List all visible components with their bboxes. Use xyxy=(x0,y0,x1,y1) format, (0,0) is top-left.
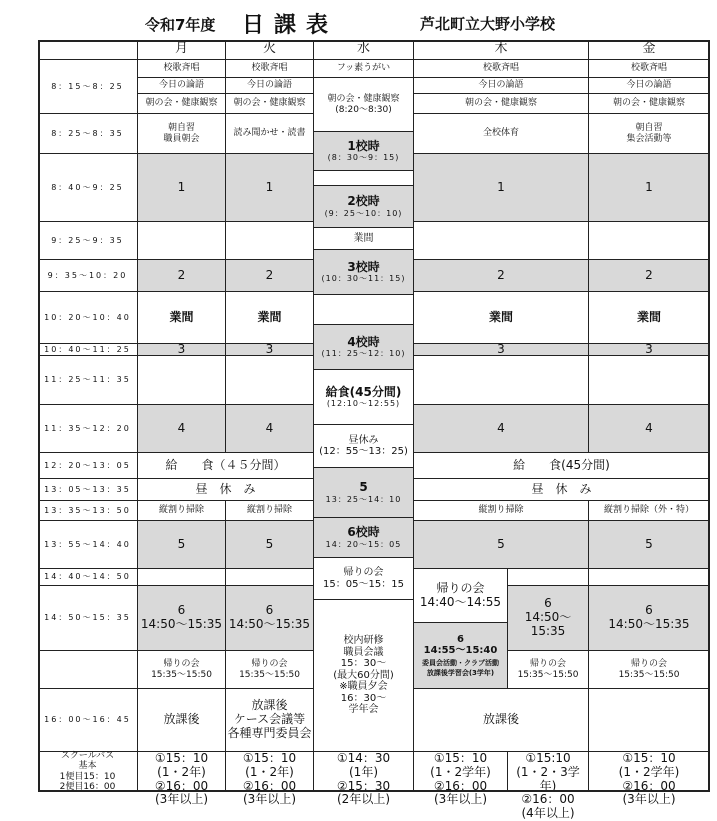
thu-a-p6-title: 6 14:55～15:40 xyxy=(423,633,498,657)
cell-tue-morning: 読み聞かせ・読書 xyxy=(226,114,314,154)
cell-mon-break: 業間 xyxy=(138,292,226,344)
cell-lunch-thu-fri: 給 食(45分間) xyxy=(414,453,710,479)
cell-fri-p1: 1 xyxy=(589,154,710,222)
cell-fri-gap xyxy=(589,569,710,586)
cell-wed-p1-time: (8：30～9：15) xyxy=(327,153,400,163)
cell-wed-p2-title: 2校時 xyxy=(347,194,380,208)
bus-time: ②16：00 (4年以上) xyxy=(521,792,575,821)
school-name: 芦北町立大野小学校 xyxy=(420,15,556,33)
cell-fri-bus xyxy=(589,751,710,807)
cell-mon-p4: 4 xyxy=(138,405,226,453)
cell-mon-dismiss: 帰りの会 15:35～15:50 xyxy=(138,651,226,689)
cell-tue-p6: 6 14:50～15:35 xyxy=(226,586,314,651)
cell-thu-b-dismiss: 帰りの会 15:35～15:50 xyxy=(508,651,589,689)
cell-tue-words: 今日の論語 xyxy=(226,78,314,94)
time-slot: 13：35～13：50 xyxy=(38,501,138,521)
cell-thu-a-bus xyxy=(414,751,508,807)
bus-time: ①15:10 (1・2・3学年) xyxy=(516,751,580,793)
cell-thu-gap xyxy=(414,356,589,405)
time-slot: 13：55～14：40 xyxy=(38,521,138,569)
cell-fri-cleaning: 縦割り掃除（外・特） xyxy=(589,501,710,521)
cell-thu-p5: 5 xyxy=(414,521,589,569)
cell-fri-gap xyxy=(589,356,710,405)
cell-wed-p6 xyxy=(314,518,414,558)
cell-tue-gap xyxy=(226,356,314,405)
cell-thu-song: 校歌斉唱 xyxy=(414,60,589,78)
cell-tue-song: 校歌斉唱 xyxy=(226,60,314,78)
time-slot: 11：25～11：35 xyxy=(38,356,138,405)
cell-wed-dismiss-title: 帰りの会 15：05～15：15 xyxy=(323,567,404,590)
cell-thu-cleaning: 縦割り掃除 xyxy=(414,501,589,521)
time-slot: 10：20～10：40 xyxy=(38,292,138,344)
cell-fri-break: 業間 xyxy=(589,292,710,344)
time-slot: 10：40～11：25 xyxy=(38,344,138,356)
time-slot: 8：15～8：25 xyxy=(38,60,138,114)
cell-thu-p2: 2 xyxy=(414,260,589,292)
cell-fri-dismiss: 帰りの会 15:35～15:50 xyxy=(589,651,710,689)
cell-wed-lunch xyxy=(314,370,414,425)
cell-mon-bus xyxy=(138,751,226,807)
bus-time: ②16：00 (3年以上) xyxy=(433,778,488,807)
cell-thu-morning: 全校体育 xyxy=(414,114,589,154)
cell-fri-p5: 5 xyxy=(589,521,710,569)
cell-fri-song: 校歌斉唱 xyxy=(589,60,710,78)
cell-tue-cleaning: 縦割り掃除 xyxy=(226,501,314,521)
cell-tue-p5: 5 xyxy=(226,521,314,569)
cell-wed-p2 xyxy=(314,186,414,228)
cell-thu-p1: 1 xyxy=(414,154,589,222)
cell-thu-a-p6 xyxy=(414,623,508,689)
cell-tue-p4: 4 xyxy=(226,405,314,453)
cell-thu-words: 今日の論語 xyxy=(414,78,589,94)
cell-tue-bus xyxy=(226,751,314,807)
cell-thu-assembly: 朝の会・健康観察 xyxy=(414,94,589,114)
cell-wed-song: フッ素うがい xyxy=(314,60,414,78)
time-slot: 13：05～13：35 xyxy=(38,479,138,501)
cell-mon-p6: 6 14:50～15:35 xyxy=(138,586,226,651)
cell-wed-break-title: 業間 xyxy=(353,232,374,244)
cell-fri-p3: 3 xyxy=(589,344,710,356)
cell-mon-song: 校歌斉唱 xyxy=(138,60,226,78)
cell-thu-gap xyxy=(414,222,589,260)
cell-mon-morning: 朝自習 職員朝会 xyxy=(138,114,226,154)
cell-tue-dismiss: 帰りの会 15:35～15:50 xyxy=(226,651,314,689)
cell-fri-after xyxy=(589,689,710,752)
cell-wed-p4 xyxy=(314,325,414,370)
cell-tue-p2: 2 xyxy=(226,260,314,292)
bus-time: ①15：10 (1・2学年) xyxy=(618,751,680,779)
cell-fri-morning: 朝自習 集会活動等 xyxy=(589,114,710,154)
cell-wed-p6-title: 6校時 xyxy=(347,525,380,539)
cell-mon-after: 放課後 xyxy=(138,689,226,752)
cell-tue-p3: 3 xyxy=(226,344,314,356)
header-thu: 木 xyxy=(414,40,589,60)
cell-mon-p1: 1 xyxy=(138,154,226,222)
cell-tue-gap xyxy=(226,569,314,586)
cell-thu-a-dismiss: 帰りの会 14:40～14:55 xyxy=(414,569,508,623)
bus-time: ②16：00 (3年以上) xyxy=(154,778,209,807)
cell-tue-assembly: 朝の会・健康観察 xyxy=(226,94,314,114)
cell-mon-p2: 2 xyxy=(138,260,226,292)
corner-cell xyxy=(38,40,138,60)
bus-time: ①15：10 (1・2年) xyxy=(242,751,297,779)
cell-recess-mon-tue: 昼 休 み xyxy=(138,479,314,501)
header-mon: 月 xyxy=(138,40,226,60)
cell-thu-after: 放課後 xyxy=(414,689,589,752)
year-label: 令和7年度 xyxy=(145,16,216,34)
bus-label: スクールバス 基本 1便目15：10 2便目16：00 xyxy=(38,752,138,792)
cell-mon-assembly: 朝の会・健康観察 xyxy=(138,94,226,114)
thu-a-club: 委員会活動・クラブ活動 xyxy=(422,658,499,667)
cell-wed-break xyxy=(314,228,414,250)
cell-fri-p4: 4 xyxy=(589,405,710,453)
cell-wed-bus xyxy=(314,751,414,807)
cell-wed-gap xyxy=(314,171,414,186)
cell-mon-cleaning: 縦割り掃除 xyxy=(138,501,226,521)
bus-time: ①15：10 (1・2学年) xyxy=(430,751,491,779)
time-slot: 16：00～16：45 xyxy=(38,689,138,752)
time-slot: 14：50～15：35 xyxy=(38,586,138,651)
time-slot: 9：35～10：20 xyxy=(38,260,138,292)
time-slot: 9：25～9：35 xyxy=(38,222,138,260)
cell-wed-p5-title: 5 xyxy=(359,480,368,494)
cell-thu-b-p6: 6 14:50～15:35 xyxy=(508,586,589,651)
cell-thu-p4: 4 xyxy=(414,405,589,453)
cell-wed-training-title: 校内研修 職員会議 15：30～ (最大60分間) ※職員夕会 16：30～ 学年会 xyxy=(333,635,394,716)
cell-wed-p5-time: 13：25～14：10 xyxy=(325,494,402,504)
cell-wed-training xyxy=(314,600,414,752)
cell-wed-p5 xyxy=(314,468,414,518)
cell-tue-after: 放課後 ケース会議等 各種専門委員会 xyxy=(226,689,314,752)
cell-thu-b-gap xyxy=(508,569,589,586)
bus-time: ②15：30 (2年以上) xyxy=(336,778,391,807)
time-slot: 8：25～8：35 xyxy=(38,114,138,154)
header-fri: 金 xyxy=(589,40,710,60)
cell-mon-words: 今日の論語 xyxy=(138,78,226,94)
bus-time: ②16：00 (3年以上) xyxy=(622,778,676,807)
cell-fri-p6: 6 14:50～15:35 xyxy=(589,586,710,651)
cell-thu-p3: 3 xyxy=(414,344,589,356)
cell-wed-p6-time: 14：20～15：05 xyxy=(325,539,402,549)
cell-wed-assembly: 朝の会・健康観察 (8:20～8:30) xyxy=(314,78,414,132)
cell-wed-p3 xyxy=(314,250,414,295)
cell-fri-assembly: 朝の会・健康観察 xyxy=(589,94,710,114)
cell-wed-lunch-time: (12:10～12:55) xyxy=(326,399,401,409)
cell-recess-thu-fri: 昼 休 み xyxy=(414,479,710,501)
cell-wed-gap xyxy=(314,295,414,325)
cell-wed-p4-time: (11：25～12：10) xyxy=(321,349,406,359)
cell-wed-recess-title: 昼休み (12：55～13：25) xyxy=(319,434,408,457)
cell-fri-words: 今日の論語 xyxy=(589,78,710,94)
time-slot: 14：40～14：50 xyxy=(38,569,138,586)
cell-fri-gap xyxy=(589,222,710,260)
cell-thu-break: 業間 xyxy=(414,292,589,344)
time-slot: 12：20～13：05 xyxy=(38,453,138,479)
timetable xyxy=(38,40,710,821)
cell-mon-p5: 5 xyxy=(138,521,226,569)
cell-lunch-mon-tue: 給 食（４５分間） xyxy=(138,453,314,479)
header-wed: 水 xyxy=(314,40,414,60)
cell-wed-p3-title: 3校時 xyxy=(347,259,380,274)
cell-tue-p1: 1 xyxy=(226,154,314,222)
bus-time: ②16：00 (3年以上) xyxy=(242,778,297,807)
cell-mon-gap xyxy=(138,356,226,405)
bus-time: ①14：30 (1年) xyxy=(336,751,391,779)
cell-tue-gap xyxy=(226,222,314,260)
cell-wed-p1 xyxy=(314,132,414,171)
page-title: 日課表 xyxy=(242,13,339,38)
time-slot: 8：40～9：25 xyxy=(38,154,138,222)
cell-wed-p4-title: 4校時 xyxy=(347,334,380,349)
header-tue: 火 xyxy=(226,40,314,60)
cell-wed-p2-time: (9：25～10：10) xyxy=(324,208,403,218)
time-slot: 11：35～12：20 xyxy=(38,405,138,453)
cell-wed-p3-time: (10：30～11：15) xyxy=(321,274,406,284)
cell-wed-recess xyxy=(314,425,414,468)
time-slot xyxy=(38,651,138,689)
cell-fri-p2: 2 xyxy=(589,260,710,292)
cell-mon-gap xyxy=(138,569,226,586)
cell-tue-break: 業間 xyxy=(226,292,314,344)
cell-mon-p3: 3 xyxy=(138,344,226,356)
bus-time: ①15：10 (1・2年) xyxy=(154,751,209,779)
cell-wed-lunch-title: 給食(45分間) xyxy=(325,384,402,399)
cell-wed-dismiss xyxy=(314,558,414,600)
cell-mon-gap xyxy=(138,222,226,260)
cell-wed-p1-title: 1校時 xyxy=(347,138,380,153)
thu-a-after: 放課後学習会(3学年) xyxy=(426,669,495,677)
cell-thu-b-bus xyxy=(508,751,589,821)
